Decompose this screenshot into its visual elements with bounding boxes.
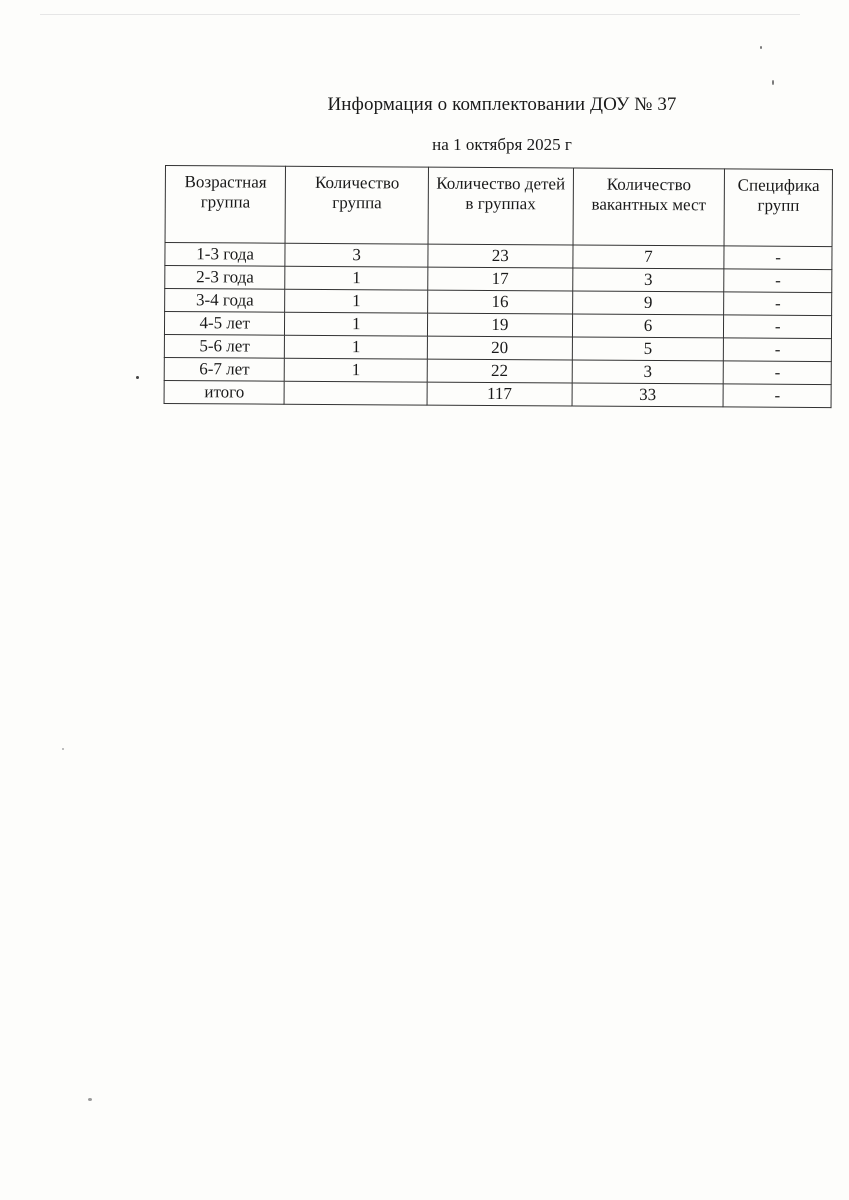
cell-children-count: 23 (428, 244, 573, 268)
cell-children-count: 17 (428, 267, 573, 291)
scan-speck (88, 1098, 92, 1101)
header-children-count: Количество детей в группах (428, 167, 573, 245)
cell-age-group: 4-5 лет (164, 312, 285, 336)
cell-group-count: 1 (285, 312, 428, 336)
table-row-total (164, 380, 831, 407)
enrollment-table (164, 165, 833, 408)
header-group-count: Количество группа (285, 166, 428, 244)
cell-children-count: 19 (428, 313, 573, 337)
cell-vacancies: 3 (572, 268, 724, 292)
cell-children-count: 16 (428, 290, 573, 314)
cell-group-count: 1 (285, 266, 428, 290)
cell-group-count (284, 381, 427, 405)
cell-age-group: 5-6 лет (164, 334, 285, 358)
cell-group-specifics: - (723, 384, 831, 408)
header-age-group: Возрастная группа (165, 166, 286, 244)
cell-children-count: 22 (427, 359, 572, 383)
scan-speck (760, 46, 762, 49)
cell-group-count: 1 (285, 358, 428, 382)
cell-group-specifics: - (724, 246, 832, 270)
scan-speck (772, 80, 774, 85)
cell-group-count: 1 (285, 289, 428, 313)
cell-group-specifics: - (724, 315, 832, 339)
cell-vacancies: 33 (572, 383, 724, 407)
cell-group-specifics: - (724, 338, 832, 362)
cell-group-count: 1 (285, 335, 428, 359)
table-header-row (165, 166, 832, 247)
cell-group-specifics: - (724, 269, 832, 293)
header-vacancies: Количество вакантных мест (573, 168, 725, 246)
cell-age-group: итого (164, 380, 285, 404)
cell-age-group: 2-3 года (165, 266, 286, 290)
cell-group-specifics: - (724, 292, 832, 316)
cell-vacancies: 3 (572, 360, 724, 384)
cell-group-count: 3 (285, 243, 428, 267)
cell-vacancies: 6 (572, 314, 724, 338)
cell-vacancies: 7 (572, 245, 724, 269)
cell-vacancies: 9 (572, 291, 724, 315)
cell-age-group: 6-7 лет (164, 357, 285, 381)
header-group-specifics: Специфика групп (724, 169, 832, 247)
cell-children-count: 117 (427, 382, 572, 406)
cell-age-group: 1-3 года (165, 243, 286, 267)
cell-vacancies: 5 (572, 337, 724, 361)
scan-speck (136, 376, 139, 379)
document-title: Информация о комплектовании ДОУ № 37 (327, 94, 677, 115)
cell-children-count: 20 (427, 336, 572, 360)
cell-age-group: 3-4 года (165, 289, 286, 313)
scan-edge (40, 14, 800, 15)
cell-group-specifics: - (724, 361, 832, 385)
document-subtitle: на 1 октября 2025 г (432, 135, 572, 154)
scan-speck (62, 748, 64, 750)
